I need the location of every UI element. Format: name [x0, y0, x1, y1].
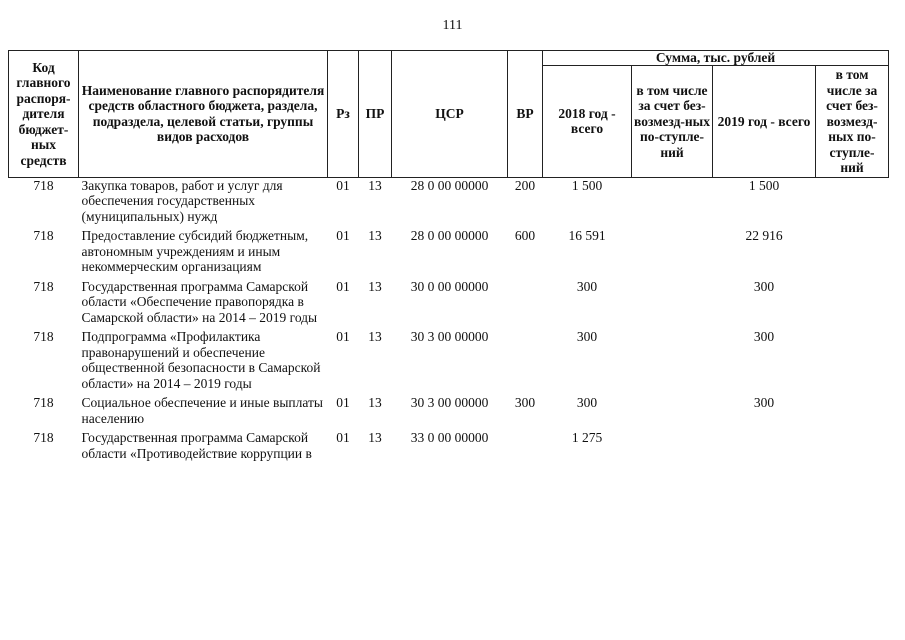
cell-pr: 13 — [368, 430, 382, 445]
cell-vr — [508, 329, 543, 395]
cell-pr: 13 — [368, 228, 382, 243]
page-number: 111 — [442, 18, 463, 33]
cell-total-2018: 300 — [576, 278, 598, 294]
cell-total-2019: 1 500 — [748, 177, 780, 193]
cell-total-2018: 1 500 — [571, 177, 603, 193]
cell-free-2019 — [816, 329, 889, 395]
header-sum-group: Сумма, тыс. рублей — [543, 51, 889, 66]
cell-name: Государственная программа Самарской области «Обеспечение правопорядка в Самарской области» на 2014 – 2019 годы — [81, 278, 318, 325]
header-rz: Рз — [328, 51, 359, 178]
cell-name: Государственная программа Самарской области «Противодействие коррупции в — [81, 430, 312, 461]
cell-pr: 13 — [368, 177, 382, 193]
header-total-2018: 2018 год - всего — [543, 66, 632, 178]
cell-total-2019: 300 — [753, 329, 775, 344]
cell-rz: 01 — [336, 430, 350, 445]
table-row — [9, 430, 889, 465]
cell-rz: 01 — [336, 278, 350, 294]
table-row — [9, 228, 889, 279]
cell-total-2019: 22 916 — [745, 228, 783, 243]
cell-free-2019 — [816, 279, 889, 330]
cell-free-2018 — [632, 177, 713, 228]
cell-name: Социальное обеспечение и иные выплаты населению — [81, 395, 323, 426]
cell-total-2018: 16 591 — [568, 228, 606, 243]
cell-free-2019 — [816, 177, 889, 228]
cell-free-2018 — [632, 228, 713, 279]
cell-free-2018 — [632, 430, 713, 465]
cell-total-2019: 300 — [753, 278, 775, 294]
cell-csr: 30 3 00 00000 — [410, 329, 489, 344]
table-row — [9, 329, 889, 395]
table-row — [9, 395, 889, 430]
cell-rz: 01 — [336, 177, 350, 193]
cell-code: 718 — [33, 278, 54, 294]
cell-name: Закупка товаров, работ и услуг для обеспечения государственных (муниципальных) нужд — [81, 177, 283, 224]
cell-total-2019 — [713, 430, 816, 465]
cell-csr: 28 0 00 00000 — [410, 177, 489, 193]
cell-total-2018: 300 — [576, 329, 598, 344]
header-total-2019: 2019 год - всего — [713, 66, 816, 178]
cell-pr: 13 — [368, 329, 382, 344]
table-row — [9, 279, 889, 330]
header-pr: ПР — [359, 51, 392, 178]
cell-vr: 300 — [514, 395, 536, 410]
cell-pr: 13 — [368, 278, 382, 294]
cell-rz: 01 — [336, 228, 350, 243]
cell-code: 718 — [33, 395, 54, 410]
cell-rz: 01 — [336, 395, 350, 410]
cell-total-2019: 300 — [753, 395, 775, 410]
cell-total-2018: 300 — [576, 395, 598, 410]
table-row — [9, 177, 889, 228]
header-free-2018: в том числе за счет без-возмезд-ных по-ступле-ний — [632, 66, 713, 178]
cell-name: Подпрограмма «Профилактика правонарушений и обеспечение общественной безопасности в Самарской области» на 2014 – 2019 годы — [81, 329, 321, 391]
cell-code: 718 — [33, 430, 54, 445]
budget-table — [8, 50, 889, 465]
header-csr: ЦСР — [392, 51, 508, 178]
cell-code: 718 — [33, 329, 54, 344]
cell-vr: 600 — [514, 228, 536, 243]
cell-free-2019 — [816, 228, 889, 279]
cell-pr: 13 — [368, 395, 382, 410]
header-code: Код главного распоря-дителя бюджет-ных средств — [9, 51, 79, 178]
cell-csr: 33 0 00 00000 — [410, 430, 489, 445]
cell-vr — [508, 430, 543, 465]
cell-free-2019 — [816, 395, 889, 430]
cell-code: 718 — [33, 177, 54, 193]
cell-free-2018 — [632, 329, 713, 395]
cell-free-2019 — [816, 430, 889, 465]
cell-csr: 30 3 00 00000 — [410, 395, 489, 410]
cell-code: 718 — [33, 228, 54, 243]
header-name: Наименование главного распорядителя средств областного бюджета, раздела, подраздела, целевой статьи, группы видов расходов — [79, 51, 328, 178]
cell-vr — [508, 279, 543, 330]
cell-total-2018: 1 275 — [571, 430, 603, 445]
header-free-2019: в том числе за счет без-возмезд-ных по-ступле-ний — [816, 66, 889, 178]
header-vr: ВР — [508, 51, 543, 178]
cell-vr: 200 — [514, 177, 536, 193]
cell-free-2018 — [632, 395, 713, 430]
cell-free-2018 — [632, 279, 713, 330]
table-body — [9, 177, 889, 465]
cell-csr: 28 0 00 00000 — [410, 228, 489, 243]
cell-csr: 30 0 00 00000 — [410, 278, 489, 294]
cell-name: Предоставление субсидий бюджетным, автономным учреждениям и иным некоммерческим организациям — [81, 228, 309, 274]
cell-rz: 01 — [336, 329, 350, 344]
table-header — [9, 51, 889, 178]
